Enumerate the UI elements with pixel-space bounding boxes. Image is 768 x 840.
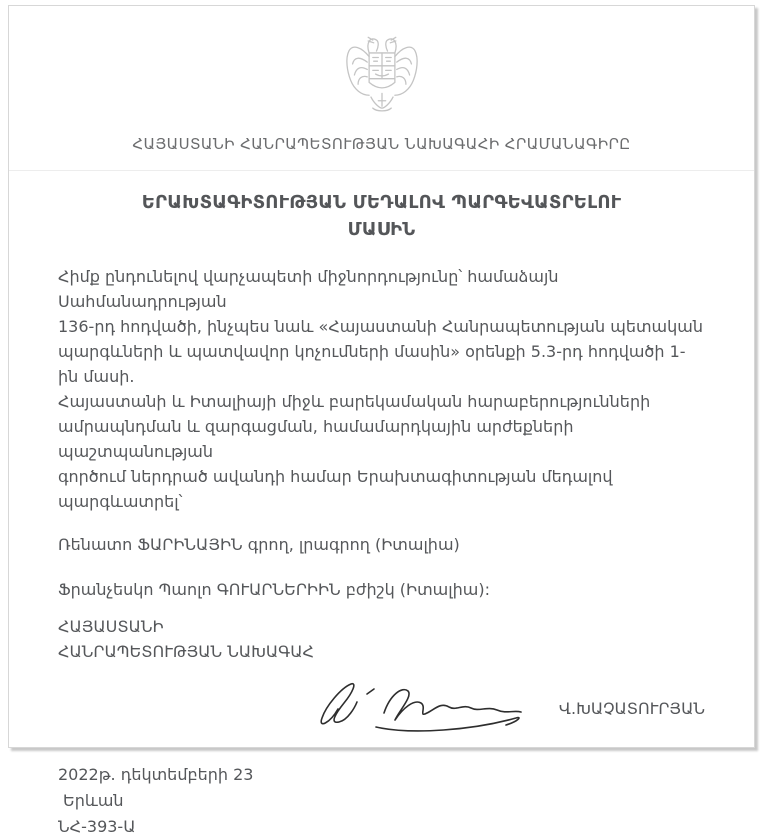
decree-city: Երևան	[63, 791, 124, 810]
decree-date: 2022թ. դեկտեմբերի 23	[58, 765, 254, 784]
armenia-coat-of-arms-icon	[336, 29, 428, 121]
document-title	[9, 189, 754, 243]
signatory-line-1: ՀԱՅԱՍՏԱՆԻ	[58, 617, 164, 636]
body-line: Հիմք ընդունելով վարչապետի միջնորդությունը՝ համաձայն Սահմանադրության	[58, 267, 559, 311]
body-line: 136-րդ հոդվածի, ինչպես նաև «Հայաստանի Հանրապետության պետական	[58, 317, 703, 336]
body-line: գործում ներդրած ավանդի համար Երախտագիտության մեդալով պարգևատրել՝	[58, 467, 613, 511]
awardee-line-2: Ֆրանչեսկո Պաոլո ԳՈՒԱՐՆԵՐԻԻՆ բժիշկ (Իտալիա):	[58, 580, 490, 599]
title-line-1: ԵՐԱԽՏԱԳԻՏՈՒԹՅԱՆ ՄԵԴԱԼՈՎ ՊԱՐԳԵՎԱՏՐԵԼՈՒ	[141, 192, 622, 213]
awardee-line-1: Ռենատո ՖԱՐԻՆԱՅԻՆ գրող, լրագրող (Իտալիա)	[58, 535, 460, 554]
decree-number: ՆՀ-393-Ա	[58, 817, 136, 836]
body-line: ամրապնդման և զարգացման, համամարդկային արժեքների պաշտպանության	[58, 417, 574, 461]
signatory-line-2: ՀԱՆՐԱՊԵՏՈՒԹՅԱՆ ՆԱԽԱԳԱՀ	[58, 642, 314, 661]
signatory-name: Վ.ԽԱՉԱՏՈՒՐՅԱՆ	[558, 698, 705, 718]
signature-row	[58, 676, 705, 740]
signatory-title	[58, 614, 705, 664]
emblem-container	[9, 29, 754, 121]
decree-document	[8, 5, 755, 836]
document-footer	[58, 762, 705, 840]
header-divider	[9, 170, 754, 171]
body-line: Հայաստանի և Իտալիայի միջև բարեկամական հարաբերությունների	[58, 392, 651, 411]
body-line: պարգևների և պատվավոր կոչումների մասին» օրենքի 5.3-րդ հոդվածի 1-ին մասի.	[58, 342, 686, 386]
signature-scribble-icon	[310, 677, 545, 739]
decree-body	[58, 264, 705, 514]
title-line-2: ՄԱՍԻՆ	[347, 219, 416, 240]
document-header: ՀԱՅԱՍՏԱՆԻ ՀԱՆՐԱՊԵՏՈՒԹՅԱՆ ՆԱԽԱԳԱՀԻ ՀՐԱՄԱՆԱԳԻՐԸ	[132, 135, 631, 153]
